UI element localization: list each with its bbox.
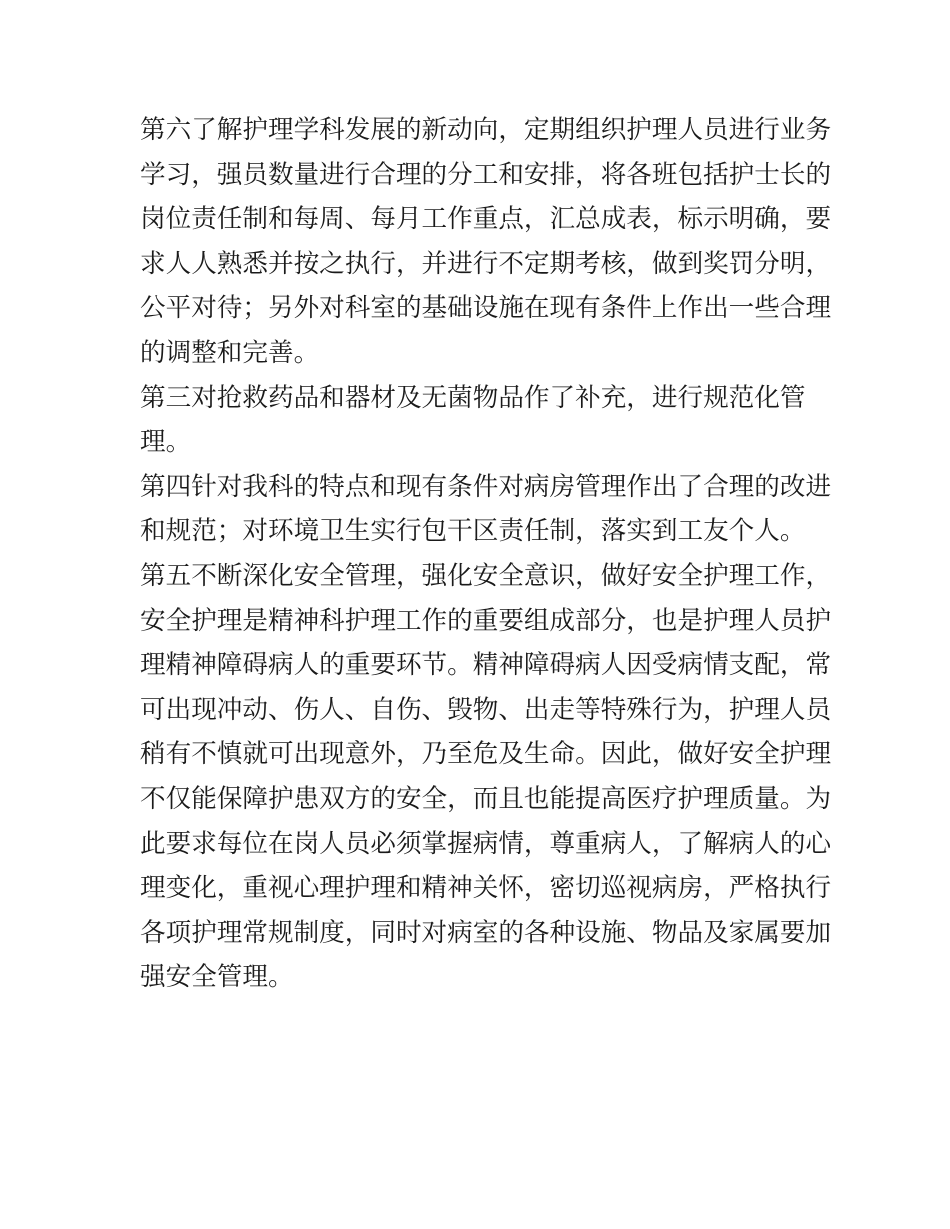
body-text: [140, 108, 832, 1000]
text-line: 强安全管理。: [140, 962, 294, 993]
text-line: 第五不断深化安全管理，强化安全意识，做好安全护理工作，: [140, 560, 832, 591]
text-line: 第三对抢救药品和器材及无菌物品作了补充，进行规范化管: [140, 382, 806, 413]
text-line: 各项护理常规制度，同时对病室的各种设施、物品及家属要加: [140, 917, 832, 948]
text-line: 理精神障碍病人的重要环节。精神障碍病人因受病情支配，常: [140, 650, 832, 681]
text-line: 此要求每位在岗人员必须掌握病情，尊重病人，了解病人的心: [140, 828, 832, 859]
text-line: 公平对待；另外对科室的基础设施在现有条件上作出一些合理: [140, 293, 832, 324]
text-line: 的调整和完善。: [140, 337, 320, 368]
text-line: 和规范；对环境卫生实行包干区责任制，落实到工友个人。: [140, 516, 806, 547]
text-line: 第四针对我科的特点和现有条件对病房管理作出了合理的改进: [140, 471, 832, 502]
text-line: 岗位责任制和每周、每月工作重点，汇总成表，标示明确，要: [140, 204, 832, 235]
text-line: 理变化，重视心理护理和精神关怀，密切巡视病房，严格执行: [140, 873, 832, 904]
text-line: 求人人熟悉并按之执行，并进行不定期考核，做到奖罚分明，: [140, 248, 832, 279]
text-line: 稍有不慎就可出现意外，乃至危及生命。因此，做好安全护理: [140, 739, 832, 770]
text-line: 可出现冲动、伤人、自伤、毁物、出走等特殊行为，护理人员: [140, 694, 832, 725]
text-line: 第六了解护理学科发展的新动向，定期组织护理人员进行业务: [140, 115, 832, 145]
text-line: 安全护理是精神科护理工作的重要组成部分，也是护理人员护: [140, 605, 832, 636]
text-line: 理。: [140, 427, 192, 458]
text-line: 不仅能保障护患双方的安全，而且也能提高医疗护理质量。为: [140, 783, 832, 814]
text-line: 学习，强员数量进行合理的分工和安排，将各班包括护士长的: [140, 159, 832, 190]
